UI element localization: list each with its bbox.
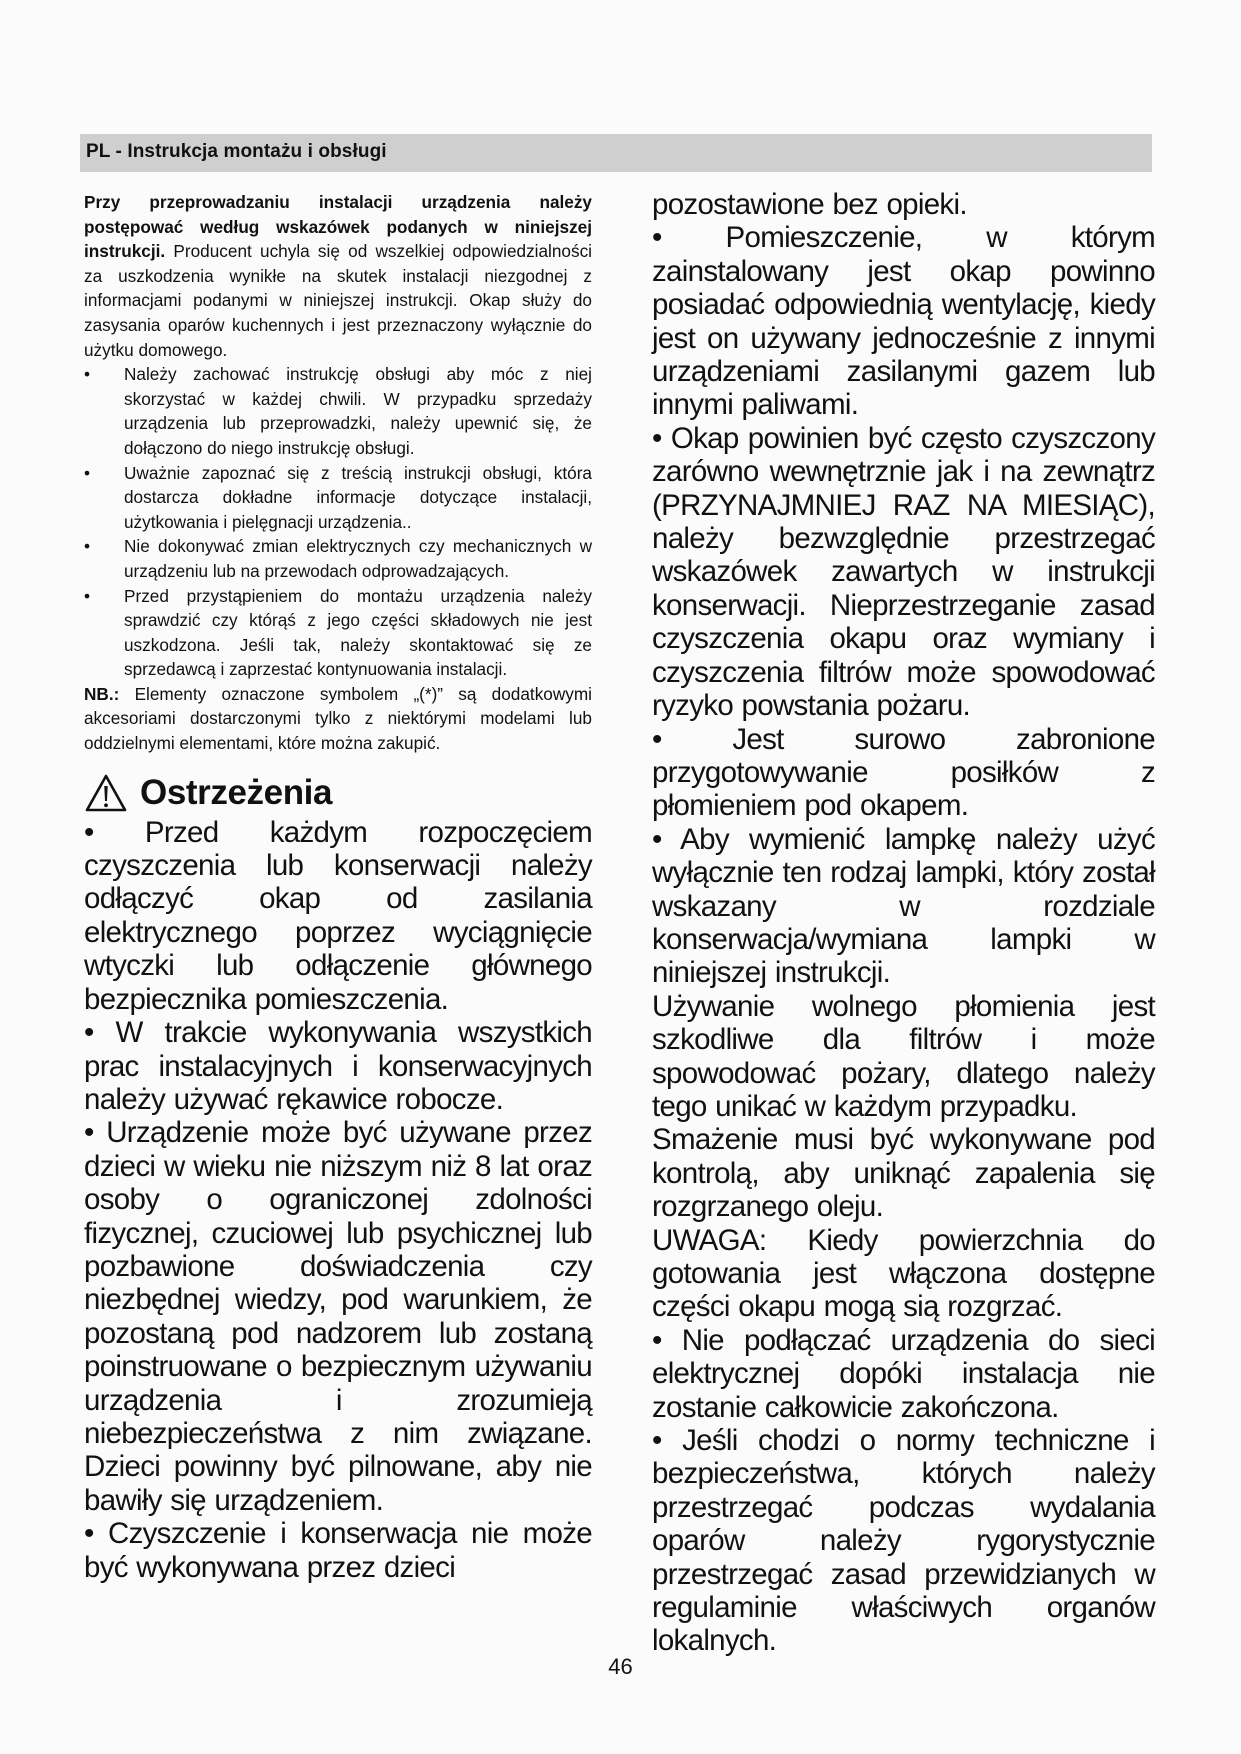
note-paragraph <box>84 682 592 756</box>
list-item <box>84 584 592 682</box>
warnings-title: Ostrzeżenia <box>140 772 333 812</box>
intro-bullet-list <box>84 362 592 682</box>
list-item <box>84 461 592 535</box>
warning-paragraph: • W trakcie wykonywania wszystkich prac instalacyjnych i konserwacyjnych należy używać rękawice robocze. <box>84 1016 592 1116</box>
warning-paragraph: Smażenie musi być wykonywane pod kontrolą, aby uniknąć zapalenia się rozgrzanego oleju. <box>652 1123 1155 1224</box>
note-label: NB.: <box>84 683 120 704</box>
bullet: • <box>84 462 91 483</box>
page-number: 46 <box>608 1654 633 1679</box>
section-header <box>80 134 1152 172</box>
warnings-heading <box>84 770 592 816</box>
list-item-text: Należy zachować instrukcję obsługi aby móc z niej skorzystać w każdej chwili. W przypadku sprzedaży urządzenia lub przeprowadzki, należy upewnić się, że dołączono do niego instrukcję obsługi. <box>124 364 592 458</box>
list-item-text: Uważnie zapoznać się z treścią instrukcji obsługi, która dostarcza dokładne informacje dotyczące instalacji, użytkowania i pielęgnacji urządzenia.. <box>124 462 592 532</box>
list-item-text: Przed przystąpieniem do montażu urządzenia należy sprawdzić czy którąś z jego części składowych nie jest uszkodzona. Jeśli tak, należy skontaktować się ze sprzedawcą i zaprzestać kontynuowania instalacji. <box>124 585 592 680</box>
warning-paragraph: Używanie wolnego płomienia jest szkodliwe dla filtrów i może spowodować pożary, dlatego należy tego unikać w każdym przypadku. <box>652 989 1155 1123</box>
warnings-left-text <box>84 816 592 1584</box>
intro-paragraph <box>84 190 592 362</box>
warning-paragraph: • Okap powinien być często czyszczony zarówno wewnętrznie jak i na zewnątrz (PRZYNAJMNIEJ RAZ NA MIESIĄC), należy bezwzględnie przestrzegać wskazówek zawartych w instrukcji konserwacji. Nieprzestrzeganie zasad czyszczenia okapu oraz wymiany i czyszczenia filtrów może spowodować ryzyko powstania pożaru. <box>652 421 1155 723</box>
warning-paragraph: • Pomieszczenie, w którym zainstalowany jest okap powinno posiadać odpowiednią wentylację, kiedy jest on używany jednocześnie z innymi urządzeniami zasilanymi gazem lub innymi paliwami. <box>652 221 1155 422</box>
section-title: PL - Instrukcja montażu i obsługi <box>86 141 387 162</box>
list-item <box>84 534 592 583</box>
warning-paragraph: • Nie podłączać urządzenia do sieci elektrycznej dopóki instalacja nie zostanie całkowicie zakończona. <box>652 1323 1155 1424</box>
warning-paragraph: pozostawione bez opieki. <box>652 188 967 221</box>
left-column <box>84 190 592 1584</box>
right-column <box>652 188 1155 1658</box>
intro-bold-lead: Przy przeprowadzaniu instalacji urządzenia należy postępować według wskazówek podanych w niniejszej instrukcji. <box>84 192 592 262</box>
warning-paragraph: • Przed każdym rozpoczęciem czyszczenia lub konserwacji należy odłączyć okap od zasilania elektrycznego poprzez wyciągnięcie wtyczki lub odłączenie głównego bezpiecznika pomieszczenia. <box>84 815 592 1016</box>
bullet: • <box>84 585 91 606</box>
warning-paragraph: • Czyszczenie i konserwacja nie może być wykonywana przez dzieci <box>84 1517 592 1584</box>
intro-block <box>84 190 592 756</box>
warning-paragraph: • Urządzenie może być używane przez dzieci w wieku nie niższym niż 8 lat oraz osoby o ograniczonej zdolności fizycznej, czuciowej lub psychicznej lub pozbawione doświadczenia czy niezbędnej wiedzy, pod warunkiem, że pozostaną pod nadzorem lub zostaną poinstruowane o bezpiecznym używaniu urządzenia i zrozumieją niebezpieczeństwa z nim związane. Dzieci powinny być pilnowane, aby nie bawiły się urządzeniem. <box>84 1116 592 1517</box>
warning-paragraph: • Aby wymienić lampkę należy użyć wyłącznie ten rodzaj lampki, który został wskazany w rozdziale konserwacja/wymiana lampki w niniejszej instrukcji. <box>652 822 1155 990</box>
warning-paragraph: • Jest surowo zabronione przygotowywanie posiłków z płomieniem pod okapem. <box>652 722 1155 823</box>
warning-triangle-icon <box>84 773 128 813</box>
bullet: • <box>84 536 91 557</box>
warning-paragraph: • Jeśli chodzi o normy techniczne i bezpieczeństwa, których należy przestrzegać podczas wydalania oparów należy rygorystycznie przestrzegać zasad przewidzianych w regulaminie właściwych organów lokalnych. <box>652 1424 1155 1658</box>
warning-paragraph: UWAGA: Kiedy powierzchnia do gotowania jest włączona dostępne części okapu mogą sią rozgrzać. <box>652 1223 1155 1324</box>
list-item-text: Nie dokonywać zmian elektrycznych czy mechanicznych w urządzeniu lub na przewodach odprowadzających. <box>124 536 592 581</box>
list-item <box>84 362 592 460</box>
note-text: Elementy oznaczone symbolem „(*)” są dodatkowymi akcesoriami dostarczonymi tylko z niektórymi modelami lub oddzielnymi elementami, które można zakupić. <box>84 683 592 754</box>
intro-text: Producent uchyla się od wszelkiej odpowiedzialności za uszkodzenia wynikłe na skutek instalacji niezgodnej z informacjami podanymi w niniejszej instrukcji. Okap służy do zasysania oparów kuchennych i jest przeznaczony wyłącznie do użytku domowego. <box>84 241 592 360</box>
bullet: • <box>84 364 91 385</box>
